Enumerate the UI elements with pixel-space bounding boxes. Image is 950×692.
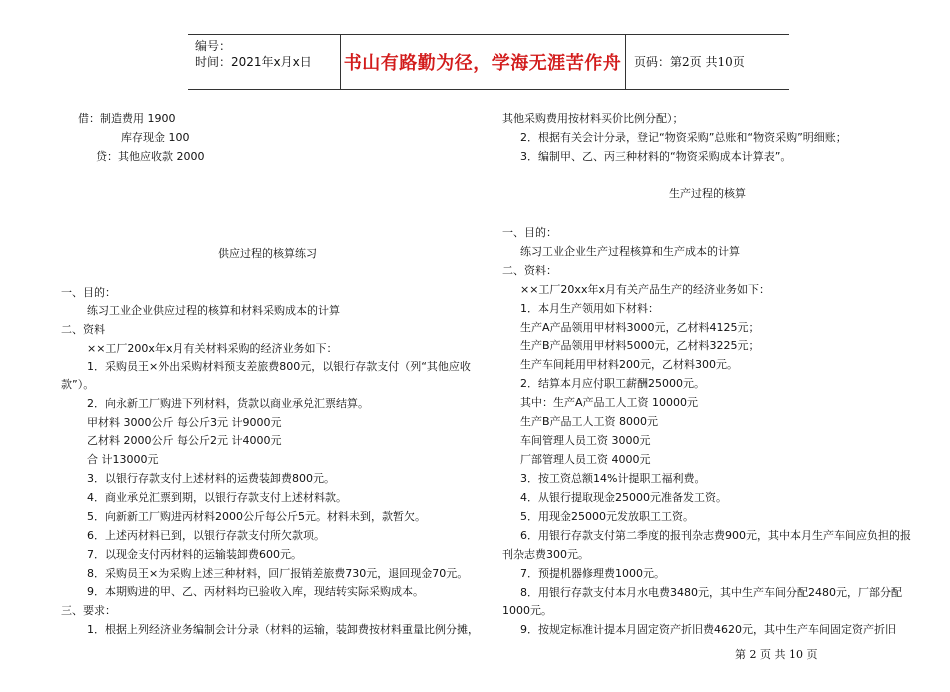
body-text: 7．以现金支付丙材料的运输装卸费600元。: [87, 548, 302, 561]
body-text: 款”）。: [61, 378, 95, 391]
heading-requirements: 三、要求：: [61, 604, 116, 617]
section-title: 生产过程的核算: [669, 187, 746, 200]
body-text: 生产B产品工人工资 8000元: [520, 415, 659, 428]
journal-entry-line: 贷：其他应收款 2000: [96, 150, 205, 163]
body-text: 6．上述丙材料已到，以银行存款支付所欠款项。: [87, 529, 325, 542]
document-header: [188, 34, 789, 90]
body-text: 4．商业承兑汇票到期，以银行存款支付上述材料款。: [87, 491, 347, 504]
heading-purpose: 一、目的：: [61, 286, 116, 299]
header-meta: [195, 38, 312, 70]
body-text: 1．根据上列经济业务编制会计分录（材料的运输，装卸费按材料重量比例分摊，: [87, 623, 479, 636]
header-motto: 书山有路勤为径，学海无涯苦作舟: [343, 53, 622, 74]
body-text: 其他采购费用按材料买价比例分配）；: [502, 112, 684, 125]
body-text: 7．预提机器修理费1000元。: [520, 567, 665, 580]
body-text: 生产车间耗用甲材料200元，乙材料300元。: [520, 358, 738, 371]
heading-purpose: 一、目的：: [502, 226, 557, 239]
journal-entry-line: 借：制造费用 1900: [78, 112, 176, 125]
heading-materials: 二、资料：: [502, 264, 557, 277]
body-text: 厂部管理人员工资 4000元: [520, 453, 651, 466]
body-text: 2．结算本月应付职工薪酬25000元。: [520, 377, 705, 390]
body-text: 生产A产品领用甲材料3000元，乙材料4125元；: [520, 321, 760, 334]
body-text: 2．向永新工厂购进下列材料，货款以商业承兑汇票结算。: [87, 397, 369, 410]
header-divider: [625, 35, 626, 89]
body-text: 合 计13000元: [87, 453, 159, 466]
body-text: 甲材料 3000公斤 每公斤3元 计9000元: [87, 416, 282, 429]
body-text: 刊杂志费300元。: [502, 548, 589, 561]
body-text: 3．编制甲、乙、丙三种材料的“物资采购成本计算表”。: [520, 150, 792, 163]
heading-materials: 二、资料: [61, 323, 105, 336]
journal-entry-line: 库存现金 100: [121, 131, 190, 144]
section-title: 供应过程的核算练习: [218, 247, 317, 260]
header-page-info: 页码：第2页 共10页: [634, 55, 745, 69]
body-text: 练习工业企业供应过程的核算和材料采购成本的计算: [87, 304, 340, 317]
body-text: 8．用银行存款支付本月水电费3480元，其中生产车间分配2480元，厂部分配: [520, 586, 902, 599]
body-text: 乙材料 2000公斤 每公斤2元 计4000元: [87, 434, 282, 447]
body-text: 5．用现金25000元发放职工工资。: [520, 510, 694, 523]
body-text: 生产B产品领用甲材料5000元，乙材料3225元；: [520, 339, 760, 352]
body-text: 3．按工资总额14%计提职工福利费。: [520, 472, 706, 485]
body-text: ××工厂20xx年x月有关产品生产的经济业务如下：: [520, 283, 770, 296]
body-text: 2．根据有关会计分录，登记“物资采购”总账和“物资采购”明细账；: [520, 131, 847, 144]
page-footer: 第 2 页 共 10 页: [735, 648, 818, 661]
body-text: 练习工业企业生产过程核算和生产成本的计算: [520, 245, 740, 258]
body-text: 3．以银行存款支付上述材料的运费装卸费800元。: [87, 472, 335, 485]
body-text: 9．本期购进的甲、乙、丙材料均已验收入库，现结转实际采购成本。: [87, 585, 424, 598]
document-number-label: 编号：: [195, 39, 232, 53]
body-text: 1．采购员王×外出采购材料预支差旅费800元，以银行存款支付（列“其他应收: [87, 360, 471, 373]
body-text: 1000元。: [502, 604, 552, 617]
body-text: 5．向新新工厂购进丙材料2000公斤每公斤5元。材料未到，款暂欠。: [87, 510, 426, 523]
body-text: 车间管理人员工资 3000元: [520, 434, 651, 447]
body-text: ××工厂200x年x月有关材料采购的经济业务如下：: [87, 342, 338, 355]
body-text: 4．从银行提取现金25000元准备发工资。: [520, 491, 727, 504]
body-text: 其中：生产A产品工人工资 10000元: [520, 396, 699, 409]
body-text: 1．本月生产领用如下材料：: [520, 302, 659, 315]
document-time-label: 时间：2021年x月x日: [195, 55, 312, 69]
body-text: 6．用银行存款支付第二季度的报刊杂志费900元，其中本月生产车间应负担的报: [520, 529, 911, 542]
body-text: 9．按规定标准计提本月固定资产折旧费4620元，其中生产车间固定资产折旧: [520, 623, 896, 636]
body-text: 8．采购员王×为采购上述三种材料，回厂报销差旅费730元，退回现金70元。: [87, 567, 469, 580]
